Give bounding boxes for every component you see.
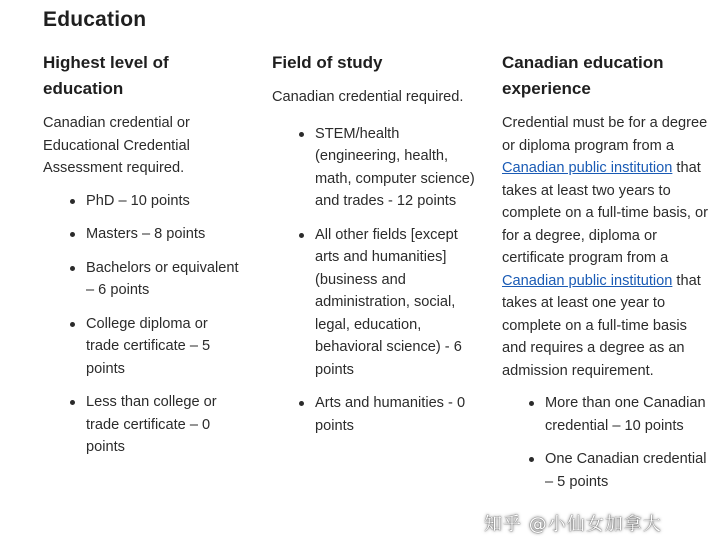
points-list	[545, 392, 712, 493]
column-heading: Highest level of education	[43, 53, 169, 98]
list-item: STEM/health (engineering, health, math, computer science) and trades - 12 points	[315, 123, 482, 213]
list-item: PhD – 10 points	[86, 190, 243, 213]
list-item: More than one Canadian credential – 10 points	[545, 392, 712, 437]
bullet-icon	[70, 199, 75, 204]
column-intro: Canadian credential required.	[272, 89, 464, 105]
points-list	[315, 123, 482, 438]
column-highest-level	[43, 50, 243, 470]
bullet-icon	[70, 232, 75, 237]
column-intro: Credential must be for a degree or diploma program from a Canadian public institution that takes at least two years to complete on a full-time basis, or for a degree, diploma or certificate program from a Canadian public institution that takes at least one year to complete on a full-time basis and requires a degree as an admission requirement.	[502, 115, 709, 379]
watermark: 知乎 @小仙女加拿大	[484, 514, 662, 535]
bullet-icon	[299, 233, 304, 238]
column-canadian-education	[502, 50, 712, 504]
bullet-icon	[70, 400, 75, 405]
column-field-of-study	[272, 50, 482, 448]
bullet-icon	[70, 266, 75, 271]
points-list	[86, 190, 243, 459]
bullet-icon	[70, 322, 75, 327]
bullet-icon	[529, 401, 534, 406]
list-item: Masters – 8 points	[86, 223, 243, 246]
page-title: Education	[43, 8, 147, 31]
column-heading: Canadian education experience	[502, 53, 664, 98]
list-item: College diploma or trade certificate – 5 points	[86, 313, 243, 381]
list-item: Arts and humanities - 0 points	[315, 392, 482, 437]
canadian-public-institution-link[interactable]: Canadian public institution	[502, 272, 673, 289]
bullet-icon	[299, 401, 304, 406]
bullet-icon	[529, 457, 534, 462]
column-intro: Canadian credential or Educational Credential Assessment required.	[43, 115, 190, 176]
bullet-icon	[299, 132, 304, 137]
list-item: One Canadian credential – 5 points	[545, 448, 712, 493]
list-item: Bachelors or equivalent – 6 points	[86, 257, 243, 302]
list-item: All other fields [except arts and humanities] (business and administration, social, legal, education, behavioral science) - 6 points	[315, 224, 482, 382]
canadian-public-institution-link[interactable]: Canadian public institution	[502, 160, 673, 176]
list-item: Less than college or trade certificate – 0 points	[86, 391, 243, 459]
column-heading: Field of study	[272, 53, 383, 72]
